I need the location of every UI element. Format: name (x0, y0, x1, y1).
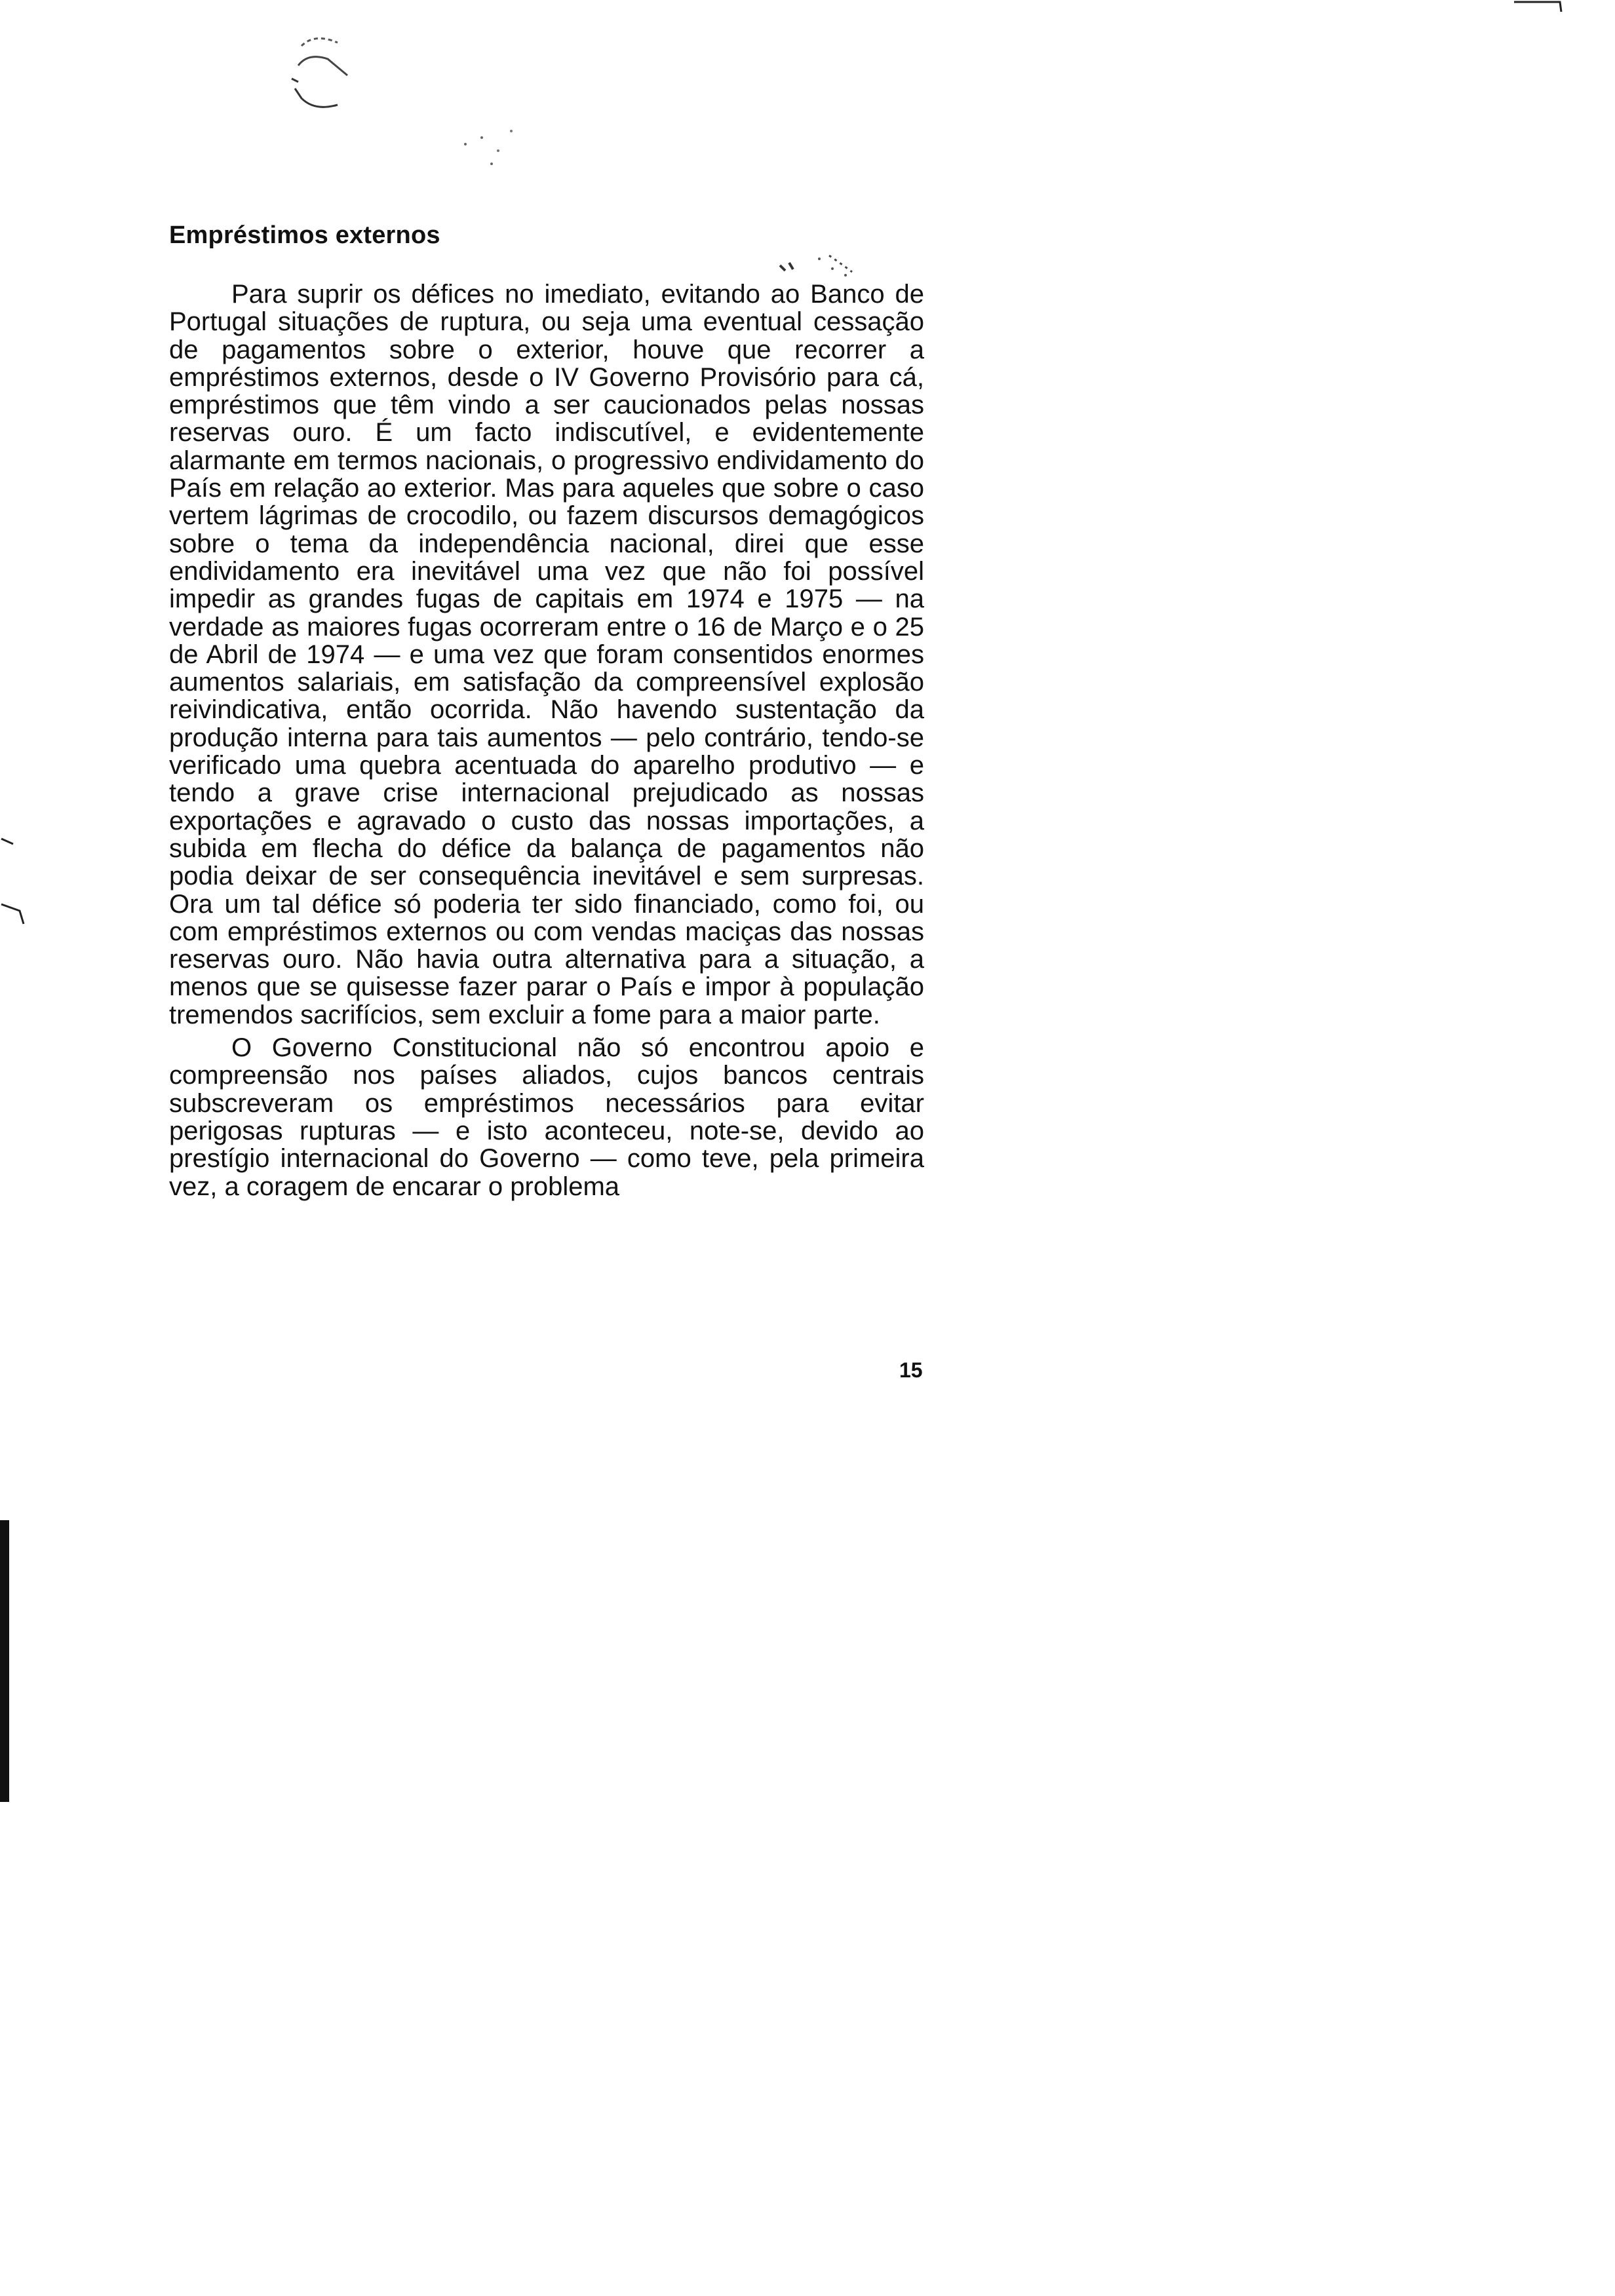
body-text (169, 280, 924, 1200)
paragraph: Para suprir os défices no imediato, evitando ao Banco de Portugal situações de ruptura, ou seja uma eventual cessação de pagamentos sobre o exterior, houve que recorrer a empréstimos externos, desde o IV Governo Provisório para cá, empréstimos que têm vindo a ser caucionados pelas nossas reservas ouro. É um facto indiscutível, e evidentemente alarmante em termos nacionais, o progressivo endividamento do País em relação ao exterior. Mas para aqueles que sobre o caso vertem lágrimas de crocodilo, ou fazem discursos demagógicos sobre o tema da independência nacional, direi que esse endividamento era inevitável uma vez que não foi possível impedir as grandes fugas de capitais em 1974 e 1975 — na verdade as maiores fugas ocorreram entre o 16 de Março e o 25 de Abril de 1974 — e uma vez que foram consentidos enormes aumentos salariais, em satisfação da compreensível explosão reivindicativa, então ocorrida. Não havendo sustentação da produção interna para tais aumentos — pelo contrário, tendo-se verificado uma quebra acentuada do aparelho produtivo — e tendo a grave crise internacional prejudicado as nossas exportações e agravado o custo das nossas importações, a subida em flecha do défice da balança de pagamentos não podia deixar de ser consequência inevitável e sem surpresas. Ora um tal défice só poderia ter sido financiado, como foi, ou com empréstimos externos ou com vendas maciças das nossas reservas ouro. Não havia outra alternativa para a situação, a menos que se quisesse fazer parar o País e impor à população tremendos sacrifícios, sem excluir a fome para a maior parte. (169, 280, 924, 1029)
section-title: Empréstimos externos (169, 221, 440, 249)
scan-edge-mark-icon (0, 826, 26, 944)
scan-edge-mark-icon (1514, 0, 1573, 13)
page-number: 15 (899, 1358, 923, 1382)
scan-smudge-icon (275, 26, 367, 124)
scan-specks-icon (452, 118, 531, 177)
paragraph: O Governo Constitucional não só encontrou apoio e compreensão nos países aliados, cujos bancos centrais subscreveram os empréstimos necessários para evitar perigosas rupturas — e isto aconteceu, note-se, devido ao prestígio internacional do Governo — como teve, pela primeira vez, a coragem de encarar o problema (169, 1033, 924, 1201)
scan-edge-shadow (0, 1520, 9, 1802)
